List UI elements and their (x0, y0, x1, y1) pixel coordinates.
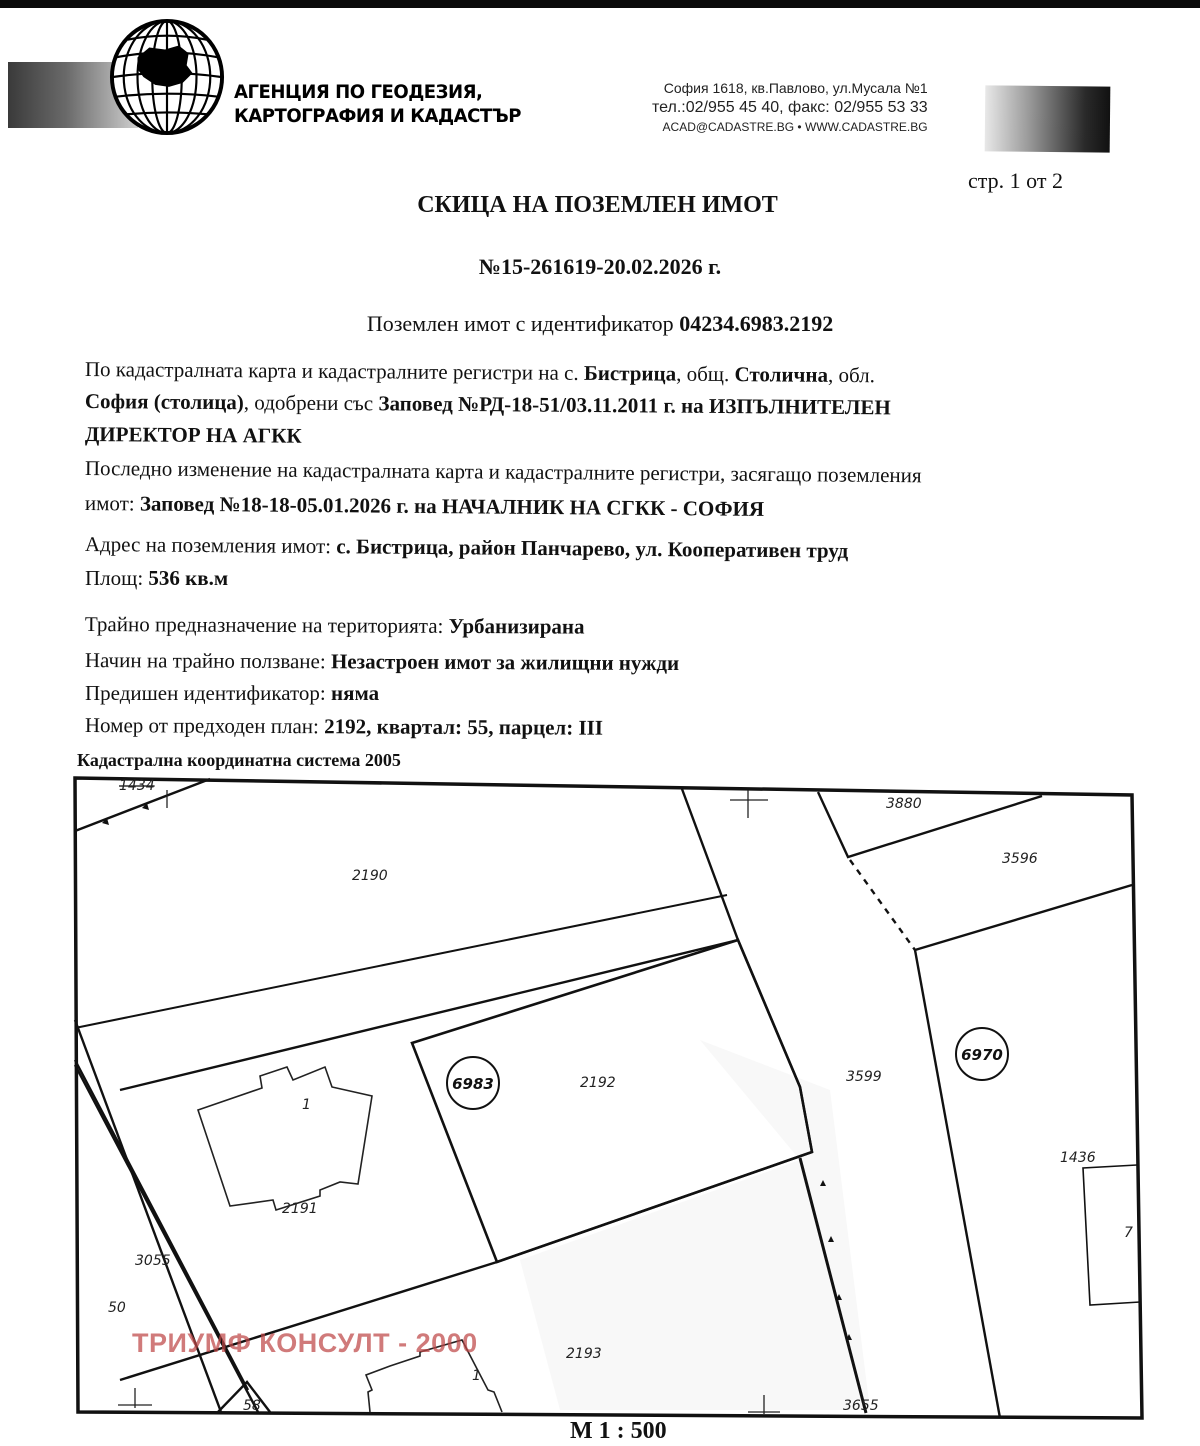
parcel-3596: 3596 (1002, 851, 1038, 867)
document-number: №15-261619-20.02.2026 г. (478, 254, 722, 279)
quarter-6983: 6983 (452, 1075, 494, 1093)
address-label: Адрес на поземления имот: (84, 531, 337, 559)
agency-phone-fax: тел.:02/955 45 40, факс: 02/955 53 33 (652, 99, 928, 116)
text: имот: (84, 490, 141, 516)
agency-address: София 1618, кв.Павлово, ул.Мусала №1 (663, 80, 928, 96)
last-change-label: Последно изменение на кадастралната карта и кадастралните регистри, засягащо поземления (84, 455, 922, 488)
purpose-label: Трайно предназначение на територията: (84, 612, 449, 638)
building-1-south: 1 (472, 1368, 481, 1384)
building-7: 7 (1124, 1225, 1133, 1241)
parcel-2191: 2191 (282, 1201, 318, 1217)
previous-plan-label: Номер от предходен план: (84, 713, 325, 739)
watermark-triumf-konsult: ТРИУМФ КОНСУЛТ - 2000 (132, 1328, 478, 1358)
parcel-3055: 3055 (135, 1253, 171, 1269)
agency-email-web: ACAD@CADASTRE.BG • WWW.CADASTRE.BG (662, 120, 928, 134)
building-outline (198, 1067, 372, 1210)
text: , одобрени със (243, 390, 379, 416)
agency-name-line2: КАРТОГРАФИЯ И КАДАСТЪР (234, 105, 521, 127)
approval-order: Заповед №РД-18-51/03.11.2011 г. на ИЗПЪЛНИТЕЛЕН (378, 391, 891, 420)
text: , обл. (827, 362, 876, 388)
usage-value: Незастроен имот за жилищни нужди (330, 649, 680, 676)
parcel-2190: 2190 (352, 868, 388, 884)
previous-id-value: няма (331, 681, 380, 705)
village-name: Бистрица (583, 360, 677, 386)
address-value: с. Бистрица, район Панчарево, ул. Кооперативен труд (336, 534, 849, 563)
map-scale: М 1 : 500 (570, 1418, 667, 1444)
page-indicator: стр. 1 от 2 (968, 168, 1063, 193)
usage-label: Начин на трайно ползване: (84, 648, 332, 674)
area-label: Площ: (85, 566, 149, 590)
quarter-6970: 6970 (961, 1046, 1003, 1064)
area-value: 536 кв.м (148, 566, 229, 590)
document-title: СКИЦА НА ПОЗЕМЛЕН ИМОТ (417, 192, 778, 218)
parcel-50: 50 (108, 1300, 126, 1316)
parcel-3880: 3880 (886, 796, 922, 812)
municipality-name: Столична (734, 362, 829, 387)
parcel-1436: 1436 (1060, 1150, 1096, 1166)
identifier-label: Поземлен имот с идентификатор (366, 311, 680, 336)
parcel-58: 58 (243, 1398, 261, 1414)
parcel-1434: 1434 (119, 778, 155, 794)
purpose-value: Урбанизирана (448, 613, 585, 639)
agency-name-line1: АГЕНЦИЯ ПО ГЕОДЕЗИЯ, (234, 81, 483, 103)
region-name: София (столица) (84, 388, 244, 415)
coordinate-system-label: Кадастрална координатна система 2005 (77, 750, 401, 770)
approval-order-cont: ДИРЕКТОР НА АГКК (84, 421, 302, 448)
identifier-value: 04234.6983.2192 (679, 311, 834, 336)
parcel-3655: 3655 (843, 1398, 879, 1414)
last-change-value: Заповед №18-18-05.01.2026 г. на НАЧАЛНИК НА СГКК - СОФИЯ (139, 491, 765, 521)
previous-plan-value: 2192, квартал: 55, парцел: III (324, 714, 604, 740)
previous-id-label: Предишен идентификатор: (85, 681, 332, 705)
parcel-2192: 2192 (580, 1075, 616, 1091)
text: , общ. (676, 361, 735, 387)
parcel-3599: 3599 (846, 1069, 882, 1085)
parcel-2193: 2193 (566, 1346, 602, 1362)
text: По кадастралната карта и кадастралните регистри на с. (84, 356, 585, 385)
building-1: 1 (302, 1097, 311, 1113)
